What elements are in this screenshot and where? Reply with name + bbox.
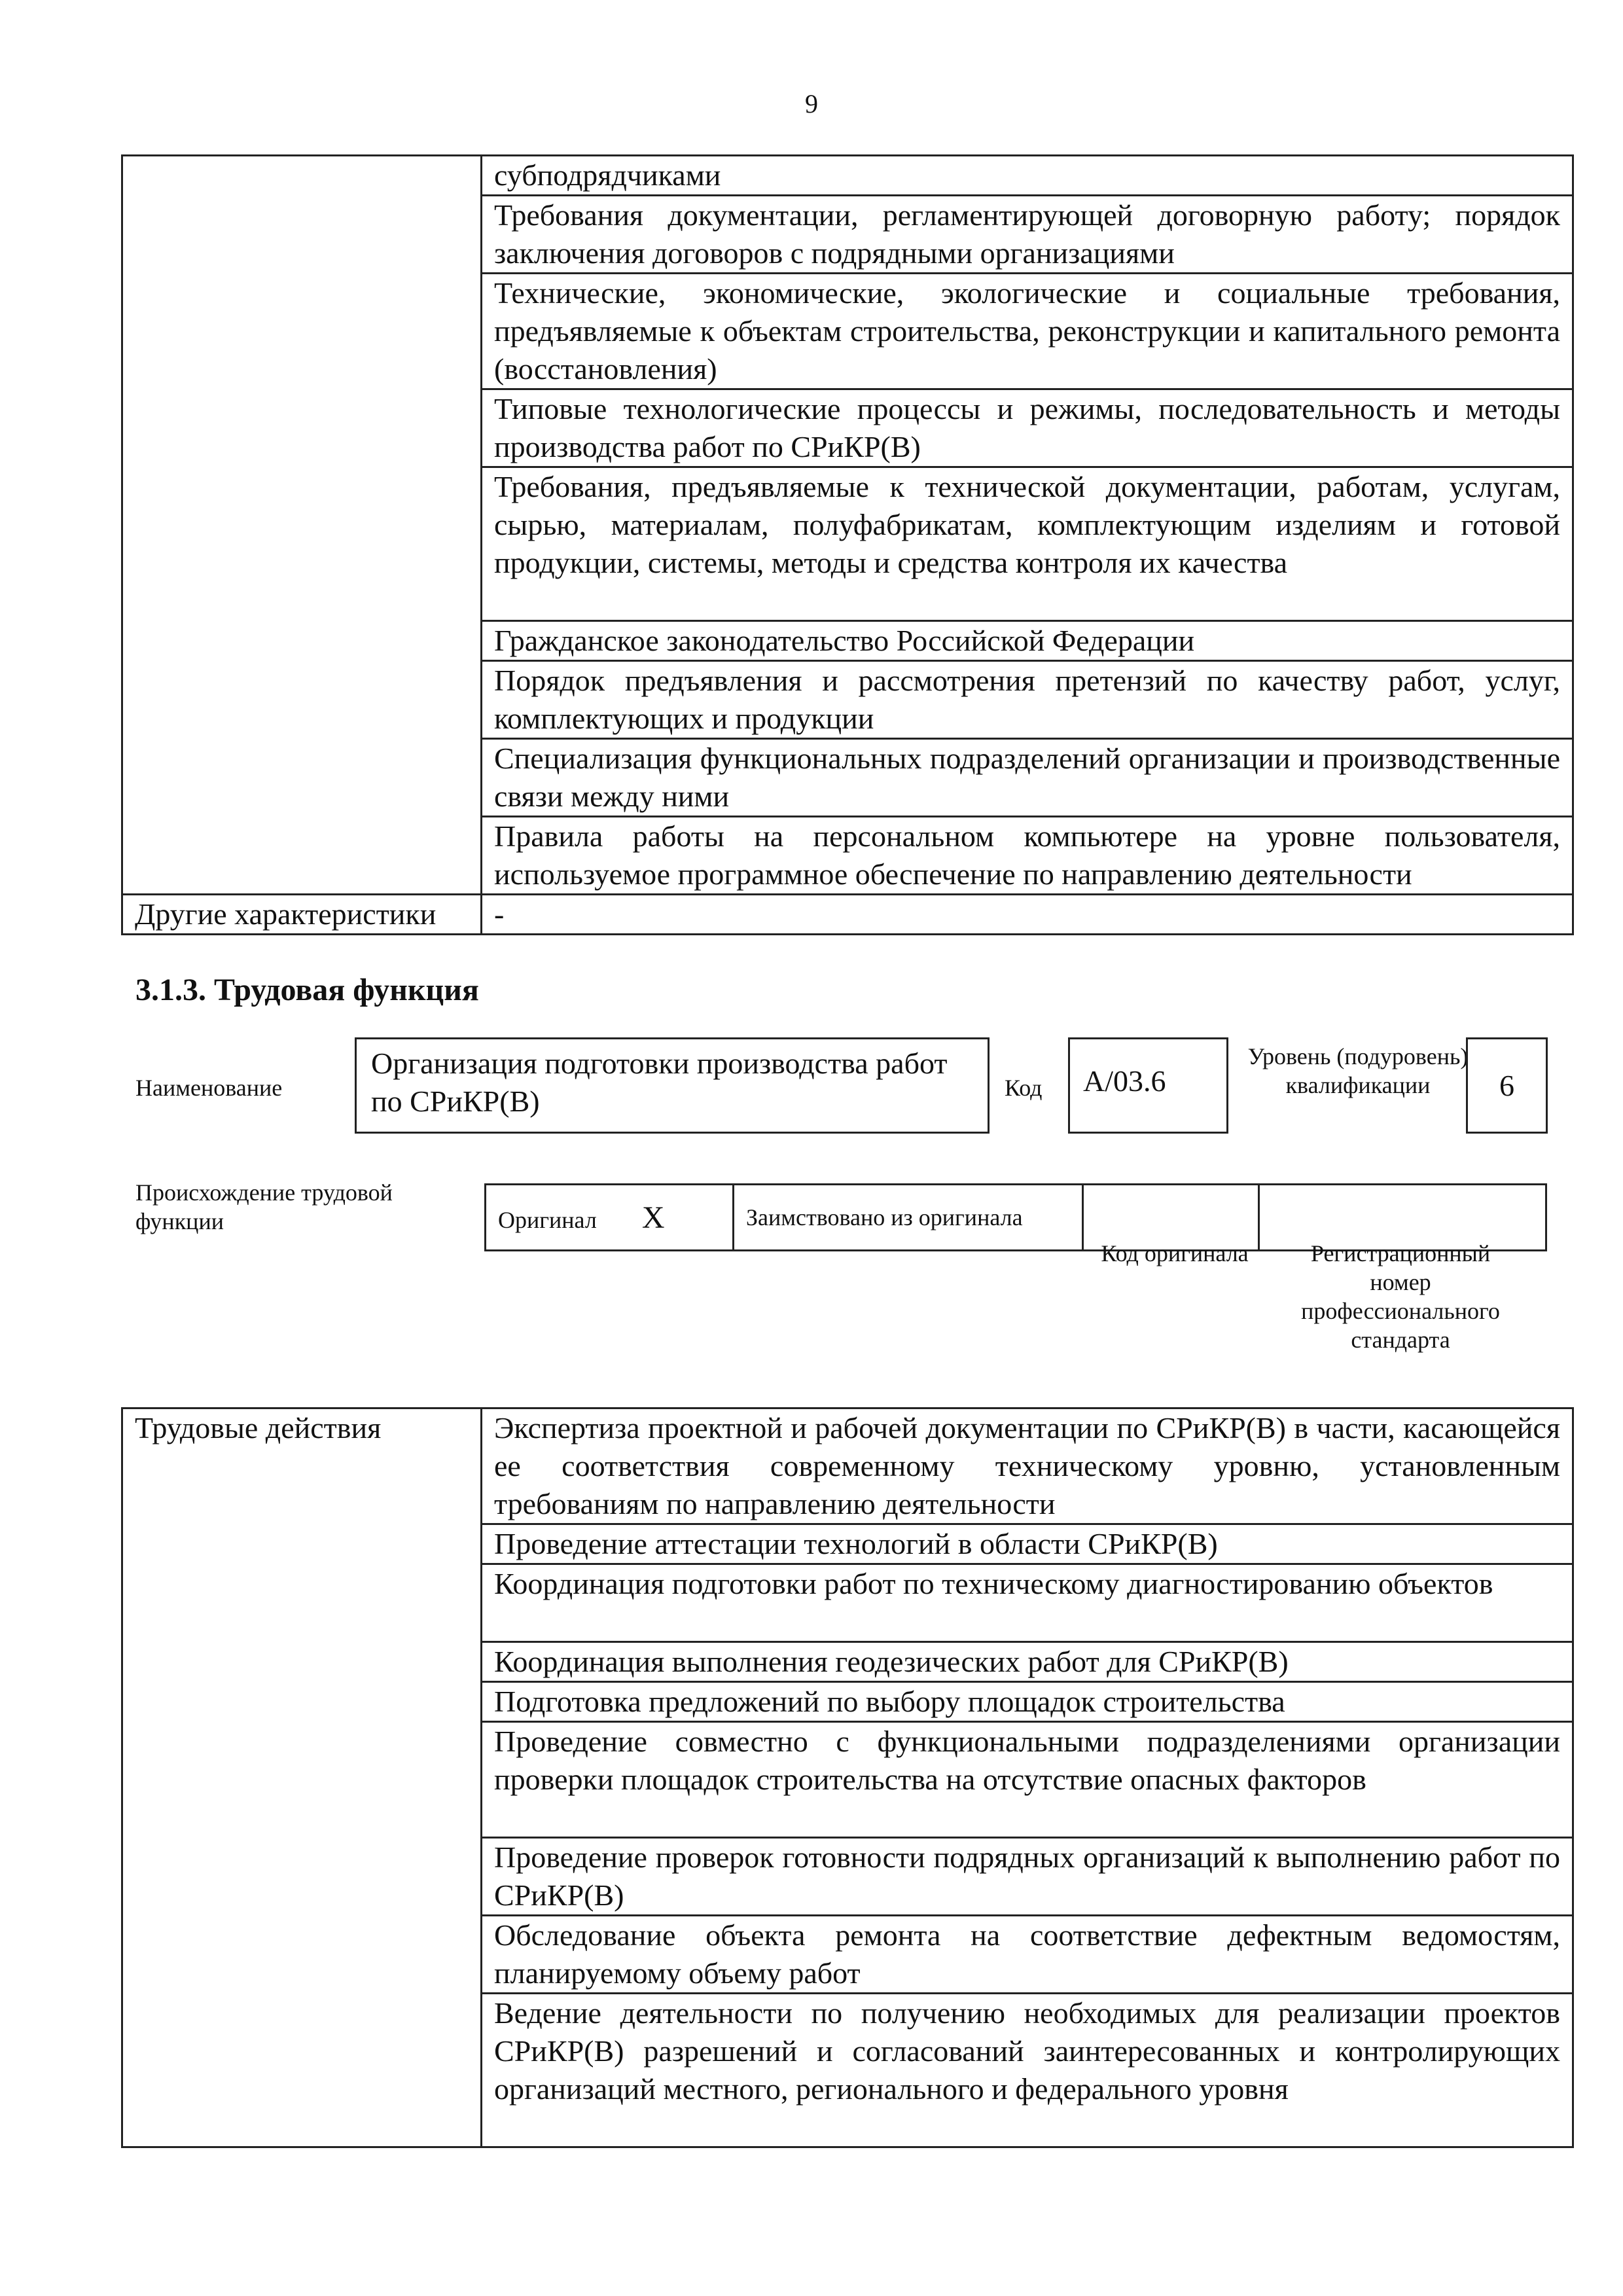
table-cell: Подготовка предложений по выбору площадок строительства <box>482 1682 1573 1722</box>
table-cell: субподрядчиками <box>482 156 1573 196</box>
table-cell: Проведение проверок готовности подрядных организаций к выполнению работ по СРиКР(В) <box>482 1838 1573 1916</box>
level-label: Уровень (подуровень) квалификации <box>1247 1043 1469 1098</box>
origin-label: Происхождение трудовой функции <box>135 1179 393 1234</box>
table-cell: Координация подготовки работ по техническому диагностированию объектов <box>482 1564 1573 1642</box>
table-cell: Проведение совместно с функциональными подразделениями организации проверки площадок строительства на отсутствие опасных факторов <box>482 1722 1573 1838</box>
table-cell: Экспертиза проектной и рабочей документации по СРиКР(В) в части, касающейся ее соответствия современному техническому уровню, установленным требованиям по направлению деятельности <box>482 1408 1573 1524</box>
code-caption: Код оригинала <box>1101 1240 1249 1266</box>
other-characteristics-value: - <box>482 895 1573 935</box>
borrowed-label: Заимствовано из оригинала <box>734 1185 1083 1251</box>
original-mark: X <box>641 1200 665 1235</box>
table-cell: Координация выполнения геодезических работ для СРиКР(В) <box>482 1642 1573 1682</box>
registration-caption: Регистрационный номер профессионального стандарта <box>1301 1240 1500 1353</box>
original-cell <box>486 1185 734 1251</box>
table-cell: Специализация функциональных подразделений организации и производственные связи между ними <box>482 739 1573 817</box>
table-label-cell <box>122 156 482 895</box>
section-title: 3.1.3. Трудовая функция <box>135 973 479 1007</box>
table-cell: Порядок предъявления и рассмотрения претензий по качеству работ, услуг, комплектующих и продукции <box>482 661 1573 739</box>
table-cell: Технические, экономические, экологические и социальные требования, предъявляемые к объектам строительства, реконструкции и капитального ремонта (восстановления) <box>482 274 1573 389</box>
other-characteristics-label: Другие характеристики <box>122 895 482 935</box>
table-row <box>122 1408 1573 1524</box>
page-number: 9 <box>805 89 818 118</box>
code-label: Код <box>1005 1075 1043 1101</box>
table-cell: Обследование объекта ремонта на соответствие дефектным ведомостям, планируемому объему работ <box>482 1916 1573 1994</box>
function-code-box: A/03.6 <box>1068 1037 1228 1134</box>
level-value-box: 6 <box>1466 1037 1548 1134</box>
table-cell: Требования, предъявляемые к технической документации, работам, услугам, сырью, материалам, полуфабрикатам, комплектующим изделиям и готовой продукции, системы, методы и средства контроля их качества <box>482 467 1573 621</box>
table-row <box>122 156 1573 196</box>
name-label: Наименование <box>135 1075 283 1101</box>
labor-actions-table <box>121 1407 1574 2148</box>
table-cell: Требования документации, регламентирующей договорную работу; порядок заключения договоров с подрядными организациями <box>482 196 1573 274</box>
table-cell: Правила работы на персональном компьютере на уровне пользователя, используемое программное обеспечение по направлению деятельности <box>482 817 1573 895</box>
table-cell: Ведение деятельности по получению необходимых для реализации проектов СРиКР(В) разрешений и согласований заинтересованных и контролирующих организаций местного, регионального и федерального уровня <box>482 1994 1573 2147</box>
labor-actions-label: Трудовые действия <box>122 1408 482 2147</box>
function-name-box: Организация подготовки производства работ по СРиКР(В) <box>355 1037 990 1134</box>
knowledge-table <box>121 154 1574 935</box>
original-label: Оригинал <box>498 1206 597 1233</box>
table-cell: Типовые технологические процессы и режимы, последовательность и методы производства работ по СРиКР(В) <box>482 389 1573 467</box>
table-cell: Проведение аттестации технологий в области СРиКР(В) <box>482 1524 1573 1564</box>
table-cell: Гражданское законодательство Российской Федерации <box>482 621 1573 661</box>
table-row <box>122 895 1573 935</box>
